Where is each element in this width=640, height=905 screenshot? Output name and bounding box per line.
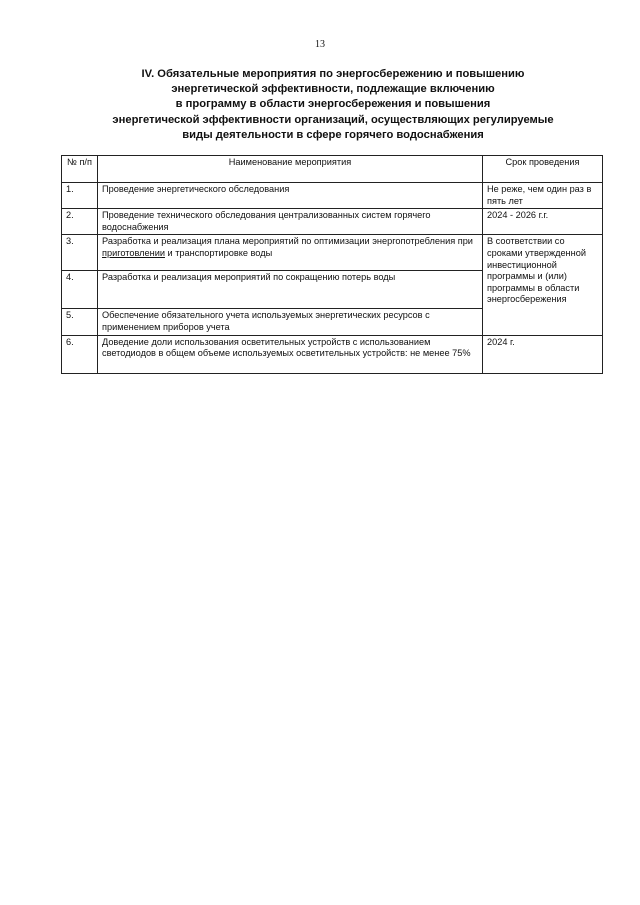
- row-name: Доведение доли использования осветительных устройств с использованием светодиодов в общем объеме используемых осветительных устройств: не менее 75%: [98, 335, 483, 373]
- row-num: 5.: [62, 309, 98, 335]
- section-title-line: энергетической эффективности, подлежащие включению: [171, 83, 495, 96]
- row-num: 1.: [62, 183, 98, 209]
- table-row: [62, 235, 603, 271]
- section-title-line: IV. Обязательные мероприятия по энергосбережению и повышению: [141, 68, 525, 80]
- section-title-line: виды деятельности в сфере горячего водоснабжения: [182, 128, 484, 141]
- row-name: Проведение технического обследования централизованных систем горячего водоснабжения: [98, 209, 483, 235]
- row-num: 2.: [62, 209, 98, 235]
- section-title-line: энергетической эффективности организаций, осуществляющих регулируемые: [112, 113, 554, 126]
- row-term-merged: В соответствии со сроками утвержденной инвестиционной программы и (или) программы в области энергосбережения: [483, 235, 603, 335]
- table-header-row: [62, 156, 603, 183]
- row-term: 2024 - 2026 г.г.: [483, 209, 603, 235]
- row-name: [98, 235, 483, 271]
- measures-table: [61, 155, 603, 374]
- row-name-part: и транспортировке воды: [164, 247, 273, 258]
- row-num: 4.: [62, 271, 98, 309]
- row-num: 6.: [62, 335, 98, 373]
- row-term: Не реже, чем один раз в пять лет: [483, 183, 603, 209]
- row-name: Разработка и реализация мероприятий по сокращению потерь воды: [98, 271, 483, 309]
- table-row: [62, 209, 603, 235]
- row-num: 3.: [62, 235, 98, 271]
- row-name-part: Разработка и реализация плана мероприятий по оптимизации энергопотребления при: [102, 236, 473, 247]
- row-name-underlined: приготовлении: [102, 247, 165, 258]
- row-name: Проведение энергетического обследования: [98, 183, 483, 209]
- row-term: 2024 г.: [483, 335, 603, 373]
- page-number: 13: [315, 39, 325, 50]
- header-num: № п/п: [62, 156, 98, 183]
- table-row: [62, 335, 603, 373]
- table-row: [62, 183, 603, 209]
- section-title-line: в программу в области энергосбережения и повышения: [175, 98, 491, 111]
- header-term: Срок проведения: [483, 156, 603, 183]
- section-title: [60, 67, 606, 143]
- header-name: Наименование мероприятия: [98, 156, 483, 183]
- row-name: Обеспечение обязательного учета используемых энергетических ресурсов с применением приборов учета: [98, 309, 483, 335]
